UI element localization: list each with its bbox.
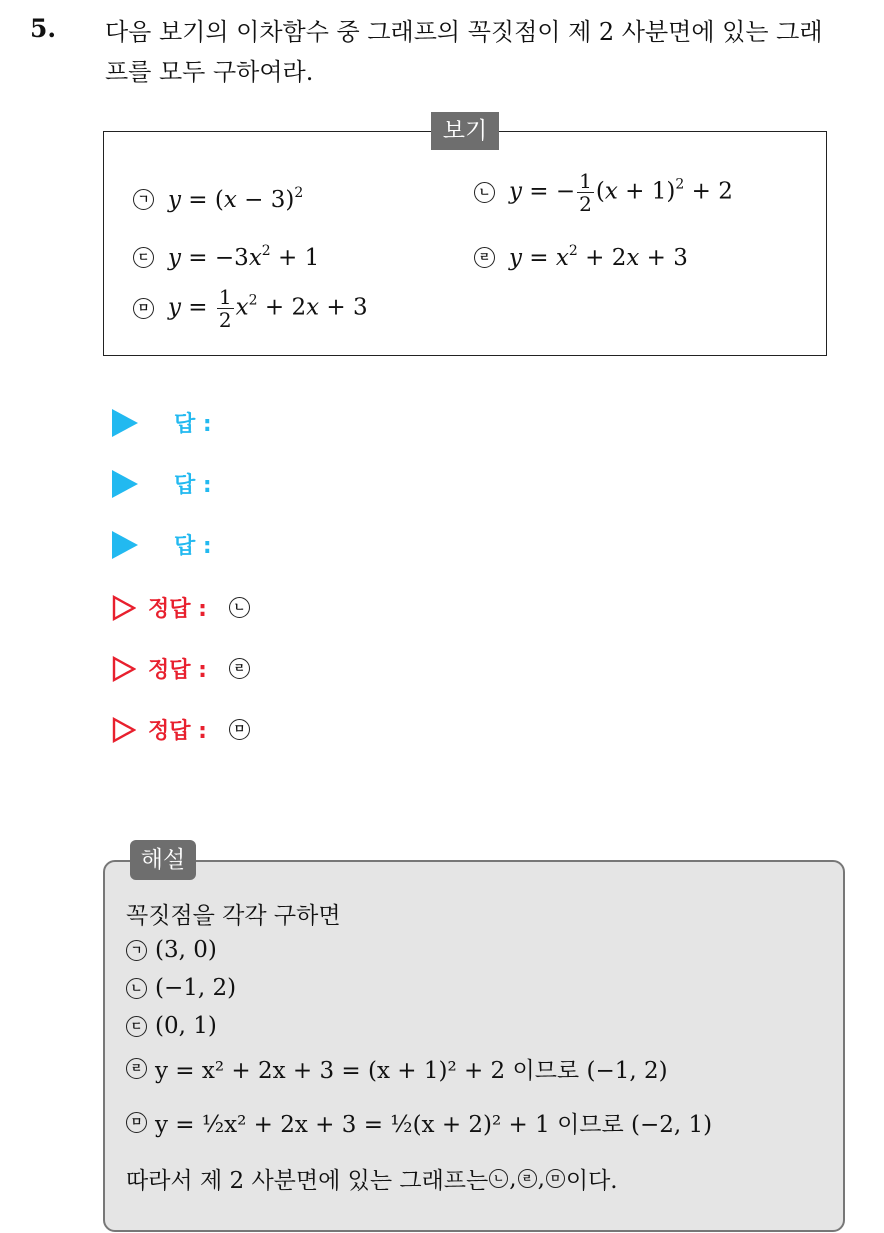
correct-label: 정답 : — [148, 658, 207, 683]
solution-marker: ㄹ — [126, 1058, 147, 1079]
correct-row-3 — [112, 714, 264, 745]
solution-line-3 — [126, 1013, 217, 1039]
correct-row-2 — [112, 653, 264, 684]
correct-value: ㄹ — [229, 658, 250, 679]
conclusion-marker: ㄴ — [489, 1169, 508, 1188]
option-marker-1: ㄱ — [133, 189, 154, 210]
solution-marker: ㄴ — [126, 978, 147, 999]
option-2: ㄴ y = − $\frac{1}{2}$ $(x + 1)^2 + 2$ — [474, 170, 733, 215]
solution-marker: ㄱ — [126, 940, 147, 961]
answer-row-2[interactable] — [112, 468, 212, 499]
solution-line-1 — [126, 937, 217, 963]
answer-label: 답 : — [174, 473, 212, 498]
option-marker-2: ㄴ — [474, 182, 495, 203]
option-5: ㅁ y = $\frac{1}{2}$ $x^2 + 2x + 3$ — [133, 286, 368, 331]
solution-line-2 — [126, 975, 236, 1001]
option-3: ㄷ $y = -3x^2 + 1$ — [133, 243, 319, 271]
question-number: 5. — [30, 14, 57, 43]
play-triangle-icon — [112, 409, 138, 437]
solution-text: (3, 0) — [155, 937, 217, 963]
correct-row-1 — [112, 592, 264, 623]
answer-row-1[interactable] — [112, 407, 212, 438]
question-line-1: 다음 보기의 이차함수 중 그래프의 꼭짓점이 제 2 사분면에 있는 그래 — [105, 18, 823, 46]
question-line-2: 프를 모두 구하여라. — [105, 58, 314, 86]
option-marker-4: ㄹ — [474, 247, 495, 268]
solution-marker: ㄷ — [126, 1016, 147, 1037]
solution-intro: 꼭짓점을 각각 구하면 — [126, 903, 341, 929]
conclusion-prefix: 따라서 제 2 사분면에 있는 그래프는 — [126, 1168, 489, 1194]
question-text — [105, 12, 865, 92]
bogi-tag: 보기 — [431, 112, 499, 150]
correct-label: 정답 : — [148, 719, 207, 744]
outline-triangle-icon — [112, 717, 136, 743]
option-marker-3: ㄷ — [133, 247, 154, 268]
solution-text: (0, 1) — [155, 1013, 217, 1039]
solution-line-5 — [126, 1106, 712, 1139]
solution-text: (−1, 2) — [155, 975, 237, 1001]
solution-text: y = ½x² + 2x + 3 = ½(x + 2)² + 1 이므로 (−2, 1) — [155, 1112, 713, 1138]
option-marker-5: ㅁ — [133, 298, 154, 319]
solution-marker: ㅁ — [126, 1112, 147, 1133]
solution-line-4 — [126, 1052, 668, 1085]
play-triangle-icon — [112, 531, 138, 559]
solution-conclusion: 따라서 제 2 사분면에 있는 그래프는 ㄴ , ㄹ , ㅁ 이다. — [126, 1162, 618, 1195]
conclusion-marker: ㅁ — [546, 1169, 565, 1188]
conclusion-marker: ㄹ — [518, 1169, 537, 1188]
conclusion-suffix: 이다. — [565, 1168, 618, 1194]
solution-tag: 해설 — [130, 840, 196, 880]
solution-text: y = x² + 2x + 3 = (x + 1)² + 2 이므로 (−1, 2) — [155, 1058, 668, 1084]
outline-triangle-icon — [112, 656, 136, 682]
correct-label: 정답 : — [148, 597, 207, 622]
option-4: ㄹ $y = x^2 + 2x + 3$ — [474, 243, 688, 271]
outline-triangle-icon — [112, 595, 136, 621]
answer-label: 답 : — [174, 412, 212, 437]
option-1: ㄱ $y = (x - 3)^2$ — [133, 185, 303, 213]
answer-row-3[interactable] — [112, 529, 212, 560]
play-triangle-icon — [112, 470, 138, 498]
correct-value: ㄴ — [229, 597, 250, 618]
correct-value: ㅁ — [229, 719, 250, 740]
answer-label: 답 : — [174, 534, 212, 559]
